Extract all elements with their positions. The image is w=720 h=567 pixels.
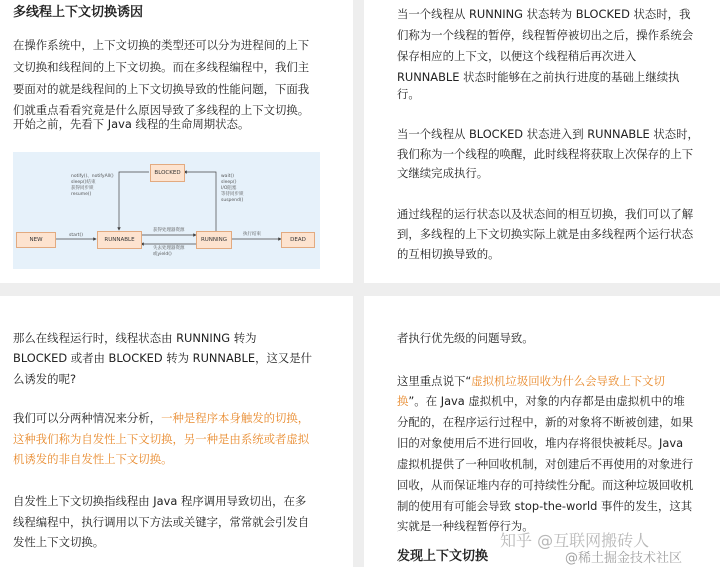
state-runnable: RUNNABLE [97, 231, 142, 249]
paragraph-line: 制的使用有可能会导致 stop-the-world 事件的发生，这其 [397, 499, 693, 513]
paragraph-line: 我们称为一个线程的唤醒，此时线程将获取上次保存的上下 [397, 147, 694, 161]
paragraph-line: 么诱发的呢? [13, 372, 76, 386]
paragraph-line: RUNNABLE 状态时能够在之前执行进度的基础上继续执 [397, 70, 680, 84]
paragraph-line: 到，多线程的上下文切换实际上就是由多线程两个运行状态 [397, 227, 694, 241]
paragraph-line: 发性上下文切换。 [13, 535, 105, 549]
paragraph-line: 当一个线程从 RUNNING 状态转为 BLOCKED 状态时，我 [397, 7, 691, 21]
paragraph-line: 们就重点看看究竟是什么原因导致了多线程的上下文切换。 [13, 103, 310, 117]
paragraph-line: 要面对的就是线程间的上下文切换导致的性能问题，下面我 [13, 82, 310, 96]
article-panel-4 [364, 296, 720, 567]
highlighted-text: 这种我们称为自发性上下文切换，另一种是由系统或者虚拟 [13, 432, 310, 446]
start-label: start() [69, 233, 83, 238]
lose-cpu-label: 失去处理器资源 或yield() [153, 246, 185, 257]
paragraph-line [13, 408, 309, 429]
paragraph-line: 回收，从而保证堆内存的可持续性分配。而这种垃圾回收机 [397, 478, 694, 492]
paragraph-line: 实就是一种线程暂停行为。 [397, 519, 534, 533]
state-blocked: BLOCKED [150, 164, 185, 182]
watermark: 知乎 @互联网搬砖人 [500, 531, 650, 550]
article-panel-2 [364, 0, 720, 283]
finish-label: 执行结束 [243, 232, 261, 237]
paragraph-line: 自发性上下文切换指线程由 Java 程序调用导致切出，在多 [13, 494, 307, 508]
paragraph-line: 分配的，在程序运行过程中，新的对象将不断被创建，如果 [397, 415, 694, 429]
state-new: NEW [16, 232, 56, 248]
text-normal: 这里重点说下“ [397, 374, 472, 388]
paragraph-line: 当一个线程从 BLOCKED 状态进入到 RUNNABLE 状态时， [397, 127, 699, 141]
watermark-secondary: @稀土掘金技术社区 [565, 551, 683, 566]
text-normal: ”。在 Java 虚拟机中，对象的内存都是由虚拟机中的堆 [408, 394, 685, 408]
paragraph-line: 行。 [397, 87, 420, 101]
paragraph-line: 保存相应的上下文，以便这个线程稍后再次进入 [397, 49, 637, 63]
text-normal: 我们可以分两种情况来分析， [13, 411, 162, 425]
block-conditions-label: wait() sleep() I/O阻塞 等待同步锁 suspend() [221, 174, 244, 203]
paragraph-line: 的互相切换导致的。 [397, 247, 500, 261]
article-panel-1 [0, 0, 353, 283]
paragraph-line [397, 371, 665, 392]
unblock-conditions-label: notify()、notifyAll() sleep()结束 获得同步锁 resume() [71, 174, 114, 197]
highlighted-text: 换 [397, 394, 409, 408]
section-title: 多线程上下文切换诱因 [13, 5, 144, 20]
paragraph-line: 文继续完成执行。 [397, 166, 489, 180]
highlighted-text: 机诱发的非自发性上下文切换。 [13, 452, 173, 466]
get-cpu-label: 获得处理器资源 [153, 228, 185, 233]
paragraph-line: 旧的对象使用后不进行回收，堆内存将很快被耗尽。Java [397, 436, 684, 450]
paragraph-line: 开始之前，先看下 Java 线程的生命周期状态。 [13, 117, 250, 131]
paragraph-line: 们称为一个线程的暂停，线程暂停被切出之后，操作系统会 [397, 28, 694, 42]
highlighted-text: 一种是程序本身触发的切换， [161, 411, 310, 425]
paragraph-line: 虚拟机提供了一种回收机制，对创建后不再使用的对象进行 [397, 457, 694, 471]
paragraph-line: 在操作系统中，上下文切换的类型还可以分为进程间的上下 [13, 38, 310, 52]
thread-lifecycle-diagram [13, 152, 320, 269]
state-running: RUNNING [196, 231, 232, 249]
paragraph-line: 者执行优先级的问题导致。 [397, 331, 534, 345]
paragraph-line [397, 391, 685, 412]
paragraph-line: BLOCKED 或者由 BLOCKED 转为 RUNNABLE，这又是什 [13, 351, 313, 365]
section-heading: 发现上下文切换 [397, 549, 489, 564]
article-panel-3 [0, 296, 353, 567]
paragraph-line: 通过线程的运行状态以及状态间的相互切换，我们可以了解 [397, 207, 694, 221]
paragraph-line: 文切换和线程间的上下文切换。而在多线程编程中，我们主 [13, 60, 310, 74]
highlighted-text: 虚拟机垃圾回收为什么会导致上下文切 [471, 374, 665, 388]
state-dead: DEAD [281, 232, 315, 248]
paragraph-line: 那么在线程运行时，线程状态由 RUNNING 转为 [13, 331, 257, 345]
paragraph-line: 线程编程中，执行调用以下方法或关键字，常常就会引发自 [13, 515, 310, 529]
